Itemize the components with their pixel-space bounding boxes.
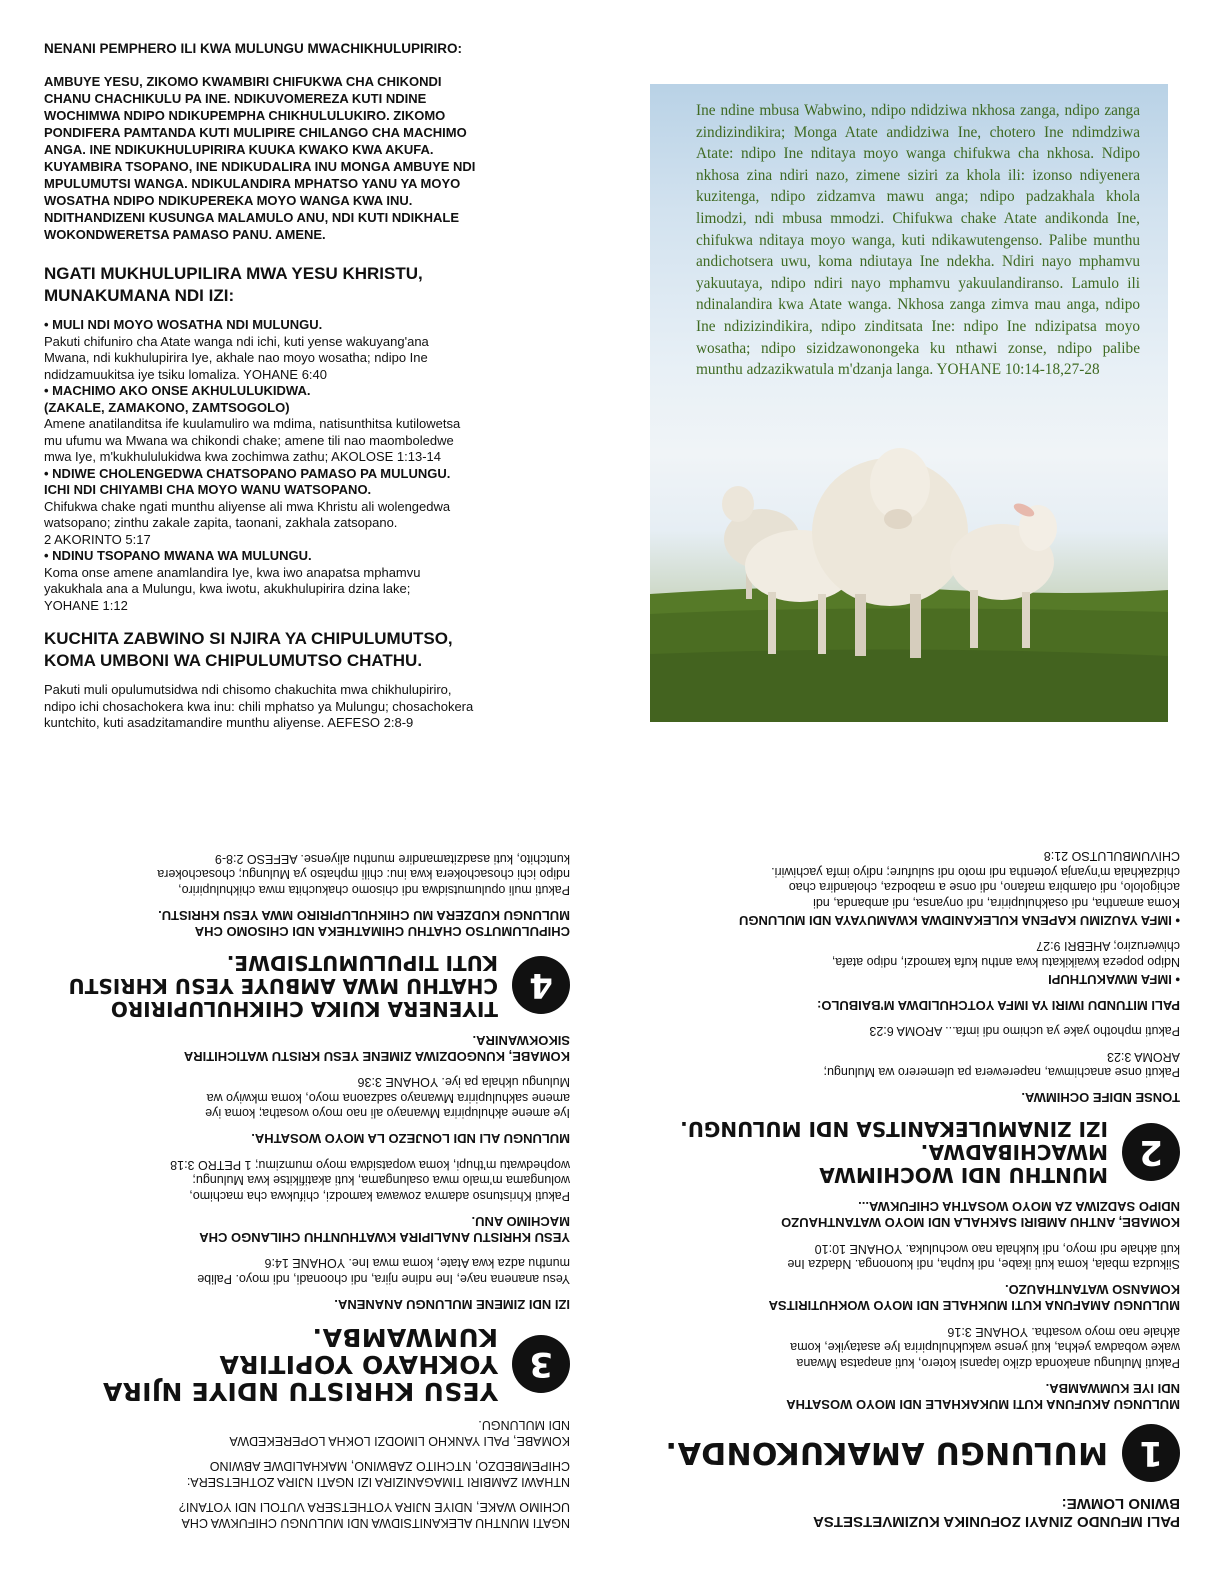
steps-3-4-panel — [30, 818, 570, 1530]
section-3-subhead: KOMABE, KUNGODZIWA ZIMENE YESU KRISTU WATICHITIRA SIKOKWANIRA. — [183, 1033, 570, 1064]
section-1 — [640, 1424, 1180, 1482]
section-3-subhead: IZI NDI ZIMENE MULUNGU ANANENA. — [334, 1297, 570, 1312]
section-2 — [640, 1118, 1180, 1187]
section-3-verse: Yesu ananena naye, Ine ndine njira, ndi choonadi, ndi moyo. Palibe munthu adza kwa Atate, koma mwa Ine. YOHANE 14:6 — [197, 1256, 570, 1286]
question-text: NGATI MUNTHU ALEKANITSIDWA NDI MULUNGU CHIFUKWA CHA UCHIMO WAKE, NDIYE NJIRA YOTHETSERA VUTOLI NDI YOTANI? — [178, 1500, 570, 1530]
sheep-photo-panel — [650, 84, 1168, 722]
sheep-image — [650, 444, 1168, 722]
section-1-title: MULUNGU AMAKUKONDA. — [665, 1435, 1108, 1471]
section-2-verse: Pakuti onse anachimwa, naperewera pa ulemerero wa Mulungu; AROMA 3:23 — [823, 1050, 1180, 1080]
assurance-item — [44, 383, 584, 466]
section-2-subhead: PALI MITUNDU IWIRI YA IMFA YOTCHULIDWA M'BAIBULO: — [817, 998, 1180, 1013]
section-4-subhead: CHIPULUMUTSO CHATHU CHIMATHEKA NDI CHISOMO CHA MULUNGU KUDZERA MU CHIKHULUPIRIRO MWA YESU KHRISTU. — [158, 908, 570, 939]
prayer-heading: NENANI PEMPHERO ILI KWA MULUNGU MWACHIKHULUPIRIRO: — [44, 41, 462, 56]
prayer-text: AMBUYE YESU, ZIKOMO KWAMBIRI CHIFUKWA CHA CHIKONDI CHANU CHACHIKULU PA INE. NDIKUVOMEREZA KUTI NDINE WOCHIMWA NDIPO NDIKUPEMPHA CHIKHULULUKIRO. ZIKOMO PONDIFERA PAMTANDA KUTI MULIPIRE CHILANGO CHA MACHIMO ANGA. INE NDIKUKHULUPIRIRA KUUKA KWAKO KWA AKUFA. KUYAMBIRA TSOPANO, INE NDIKUDALIRA INU MONGA AMBUYE NDI MPULUMUTSI WANGA. NDIKULANDIRA MPHATSO YANU YA MOYO WOSATHA NDIPO NDIKUPEREKA MOYO WANGA KWA INU. NDITHANDIZENI KUSUNGA MALAMULO ANU, NDI KUTI NDIKHALE WOKONDWERETSA PAMASO PANU. AMENE. — [44, 74, 476, 242]
assurance-item-verse: Amene anatilanditsa ife kuulamuliro wa mdima, natisunthitsa kutilowetsa mu ufumu wa Mwana wa chikondi chake; amene tili nao maomboledwe mwa Iye, m'kukhululukidwa kwa zochimwa zathu; AKOLOSE 1:13-14 — [44, 416, 461, 464]
step-number-badge: 3 — [512, 1336, 570, 1394]
assurance-item-verse: Pakuti chifuniro cha Atate wanga ndi ichi, kuti yense wakuyang'ana Mwana, ndi kukhulupirira Iye, akhale nao moyo wosatha; ndipo Ine ndidzamuukitsa iye tsiku lomaliza. YOHANE 6:40 — [44, 333, 429, 382]
section-3-verse: Pakuti Khristunso adamva zowawa kamodzi, chifukwa cha machimo, wolungama m'malo mwa osalungama, kuti akatifikitse kwa Mulungu; wophedwatu m'thupi, koma wopatsidwa moyo mumzimu; 1 PETRO 3:18 — [170, 1158, 570, 1203]
assurance-item-verse: Koma onse amene anamlandira Iye, kwa iwo anapatsa mphamvu yakukhala ana a Mulungu, kwa iwotu, akukhulupirira dzina lake; YOHANE 1:12 — [44, 564, 421, 613]
steps-1-2-panel — [640, 838, 1180, 1530]
section-2-verse: Pakuti mphotho yake ya uchimo ndi imfa... AROMA 6:23 — [869, 1024, 1180, 1039]
prayer-panel — [44, 40, 584, 750]
death-type-verse: Koma amantha, ndi osakhulupirira, ndi onyansa, ndi ambanda, ndi achigololo, ndi olambira mafano, ndi onse a mabodza, cholandira chao chidzakhala m'nyanja yotentha ndi moto ndi sulufure; ndiyo imfa yachiwiri. CHIVUMBULUTSO 21:8 — [771, 849, 1180, 910]
section-3 — [30, 1324, 570, 1405]
section-2-subhead: TONSE NDIFE OCHIMWA. — [1021, 1090, 1180, 1106]
section-1-subhead: MULUNGU AMAFUNA KUTI MUKHALE NDI MOYO WOKHUTIRITSA KOMANSO WATANTHAUZO. — [768, 1282, 1180, 1314]
step-number-badge: 4 — [512, 957, 570, 1015]
section-3-subhead: MULUNGU ALI NDI LONJEZO LA MOYO WOSATHA. — [251, 1131, 570, 1147]
step-number-badge: 1 — [1122, 1424, 1180, 1482]
assurance-item — [44, 466, 584, 549]
one-answer-text: KOMABE, PALI YANKHO LIMODZI LOKHA LOPEREKEDWA NDI MULUNGU. — [229, 1418, 570, 1448]
section-3-title: YESU KHRISTU NDIYE NJIRA YOKHAYO YOPITIRA KUMWAMBA. — [102, 1323, 498, 1406]
good-works-heading: KUCHITA ZABWINO SI NJIRA YA CHIPULUMUTSO, KOMA UMBONI WA CHIPULUMUTSO CHATHU. — [44, 629, 453, 670]
assurance-item-title: • MULI NDI MOYO WOSATHA NDI MULUNGU. — [44, 317, 323, 332]
section-4 — [30, 951, 570, 1020]
human-solutions-text: NTHAWI ZAMBIRI TIMAGANIZIRA IZI NGATI NJIRA ZOTHETSERA: CHIPEMBEDZO, NTCHITO ZABWINO, MAKHALIDWE ABWINO — [186, 1459, 570, 1489]
shepherd-verse: Ine ndine mbusa Wabwino, ndipo ndidziwa nkhosa zanga, ndipo zanga zindizindikira; Monga Atate andidziwa Ine, chotero Ine ndimdziwa Atate: ndipo Ine nditaya moyo wanga chifukwa cha nkhosa. Ndipo nkhosa zina ndiri nazo, zimene siziri za khola ili: izonso ndiyenera kuzitenga, ndipo zidzamva mawu anga; ndipo padzakhala khola limodzi, ndi mbusa mmodzi. Chifukwa chake Atate andikonda Ine, chifukwa nditaya moyo wanga, kuti ndikawutengenso. Palibe munthu andichotsera uwu, koma ndiutaya Ine ndekha. Ndiri nayo mphamvu yakuutaya, ndipo ndiri nayo mphamvu yakuulandiranso. Lamulo ili ndinalandira kwa Atate wanga. Nkhosa zanga zimva mau anga, ndipo Ine ndizizindikira, ndipo zinditsata Ine: ndipo Ine ndizipatsa moyo wosatha; ndipo sizidzawonongeka ku nthawi zonse, ndipo palibe munthu adzazikwatula m'dzanja langa. YOHANE 10:14-18,27-28 — [696, 102, 1140, 379]
step-number-badge: 2 — [1122, 1123, 1180, 1181]
assurance-item-title: • NDIWE CHOLENGEDWA CHATSOPANO PAMASO PA MULUNGU. ICHI NDI CHIYAMBI CHA MOYO WANU WATSOPANO. — [44, 465, 451, 497]
assurance-item-title: • NDINU TSOPANO MWANA WA MULUNGU. — [44, 548, 312, 563]
section-4-title: TIYENERA KUIKA CHIKHULUPIRIRO CHATHU MWA AMBUYE YESU KHRISTU KUTI TIPULUMUTSIDWE. — [68, 951, 498, 1021]
section-3-verse: Iye amene akhulupirira Mwanayo ali nao moyo wosatha; koma iye amene sakhulupirira Mwanayo sadzaona moyo, koma mkwiyo wa Mulungu ukhala pa iye. YOHANE 3:36 — [205, 1075, 570, 1121]
section-1-verse: Pakuti Mulungu anakonda dziko lapansi kotero, kuti anapatsa Mwana wake wobadwa yekha, kuti yense wakukhulupirira Iye asatayike, koma akhale nao moyo wosatha. YOHANE 3:16 — [790, 1325, 1180, 1370]
assurance-item — [44, 548, 584, 614]
section-1-subhead: KOMABE, ANTHU AMBIRI SAKHALA NDI MOYO WATANTHAUZO NDIPO SADZIWA ZA MOYO WOSATHA CHIFUKWA... — [781, 1199, 1180, 1231]
assurance-item-verse: Chifukwa chake ngati munthu aliyense ali mwa Khristu ali wolengedwa watsopano; zinthu zakale zapita, taonani, zakhala zatsopano. 2 AKORINTO 5:17 — [44, 498, 451, 547]
four-truths-intro: PALI MFUNDO ZINAYI ZOFUNIKA KUZIMVETSETSA BWINO LOMWE: — [813, 1495, 1180, 1530]
death-type-title: • IMFA MWAKUTHUPI — [1048, 972, 1180, 987]
assurance-item-title: • MACHIMO AKO ONSE AKHULULUKIDWA. (ZAKALE, ZAMAKONO, ZAMTSOGOLO) — [44, 383, 311, 415]
death-type-title: • IMFA YAUZIMU KAPENA KULEKANIDWA KWAMUYAYA NDI MULUNGU — [738, 913, 1180, 928]
section-1-subhead: MULUNGU AKUFUNA KUTI MUKAKHALE NDI MOYO WOSATHA NDI IYE KUMWAMBA. — [786, 1381, 1180, 1412]
good-works-verse: Pakuti muli opulumutsidwa ndi chisomo chakuchita mwa chikhulupiriro, ndipo ichi chosachokera kwa inu: chili mphatso ya Mulungu; chosachokera kuntchito, kuti asadzitamandire munthu aliyense. AEFESO 2:8-9 — [44, 682, 474, 730]
death-type-verse: Ndipo popeza kwaikikatu kwa anthu kufa kamodzi, ndipo atafa, chiweruziro; AHEBRI 9:27 — [831, 939, 1180, 969]
section-2-title: MUNTHU NDI WOCHIMWA MWACHIBADWA. IZI ZINAMULEKANITSA NDI MULUNGU. — [680, 1117, 1108, 1188]
assurance-item — [44, 317, 584, 383]
section-4-verse: Pakuti muli opulumutsidwa ndi chisomo chakuchita mwa chikhulupiriro, ndipo ichi chosachokera kwa inu: chili mphatso ya Mulungu; chosachokera kuntchito, kuti asadzitamandire munthu aliyense. AEFESO 2:8-9 — [157, 852, 570, 897]
section-1-verse: Siikudza mbala, koma kuti ikabe, ndi kupha, ndi kuononga. Ndadza Ine kuti akhale ndi moyo, ndi kukhala nao wochuluka. YOHANE 10:10 — [787, 1242, 1180, 1272]
section-3-subhead: YESU KHRISTU ANALIPIRA KWATHUNTHU CHILANGO CHA MACHIMO ANU. — [199, 1214, 570, 1245]
assurance-heading: NGATI MUKHULUPILIRA MWA YESU KHRISTU, MUNAKUMANA NDI IZI: — [44, 264, 423, 305]
